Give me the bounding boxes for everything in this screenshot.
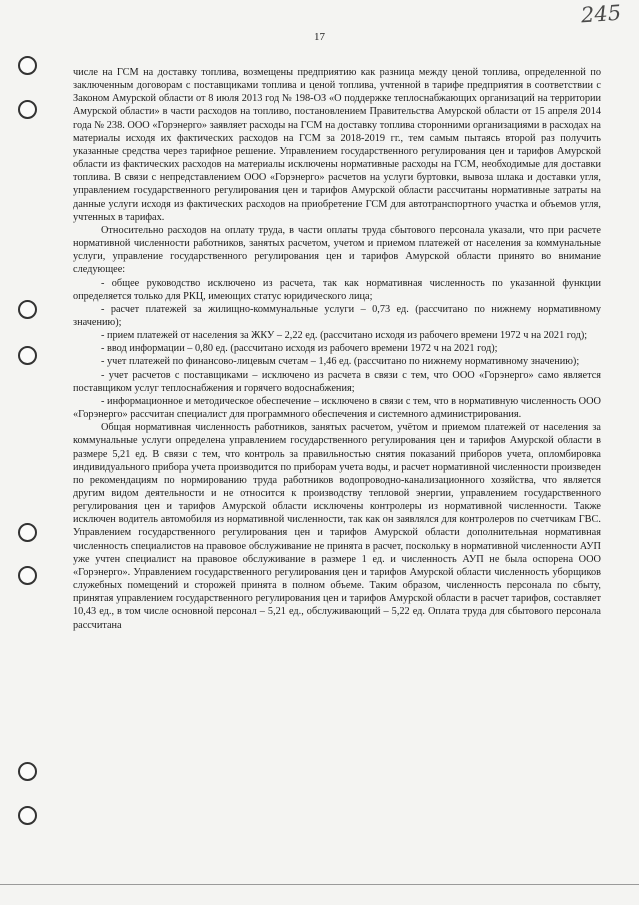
binder-hole xyxy=(18,762,37,781)
page-bottom-edge xyxy=(0,884,639,885)
binder-hole xyxy=(18,523,37,542)
paragraph-staff-count: Общая нормативная численность работников, занятых расчетом, учётом и приемом платежей от населения за коммунальные услуги определена управлением государственного регулирования цен и тарифов Амурской области в размере 5,21 ед. В связи с тем, что контроль за правильностью снятия показаний приборов учета, опломбировка индивидуального прибора учета производится по приборам учета воды, и расчет нормативной численности произведен по рекомендациям по нормированию труда работников водопроводно-канализационного хозяйства, что является другим видом деятельности и не относится к производству тепловой энергии, управлением государственного регулирования цен и тарифов Амурской области исключены контролеры из нормативной численности. Также исключен водитель автомобиля из нормативной численности, так как он заявлялся для контролеров по счетчикам ГВС. Управлением государственного регулирования цен и тарифов Амурской области дополнительная нормативная численность специалистов на правовое обслуживание не принята в расчет, поскольку в нормативной численности АУП уже учтен специалист на правовое обслуживание в размере 1 ед. и численность АУП не была оспорена ООО «Горэнерго». Управлением государственного регулирования цен и тарифов Амурской области численность уборщиков служебных помещений и сторожей принята в полном объеме. Таким образом, численность персонала по сбыту, принятая управлением государственного регулирования цен и тарифов Амурской области в расчет тарифов, составляет 10,43 ед., в том числе основной персонал – 5,21 ед., обслуживающий – 5,22 ед. Оплата труда для сбытового персонала рассчитана xyxy=(73,422,601,631)
list-item: - информационное и методическое обеспечение – исключено в связи с тем, что в нормативную численность ООО «Горэнерго» рассчитан специалист для программного обеспечения и системного администрирования. xyxy=(73,395,601,421)
paragraph-fuel-costs: числе на ГСМ на доставку топлива, возмещены предприятию как разница между ценой топлива, определенной по заключенным договорам с поставщиками топлива и ценой топлива, учтенной в тарифе предприятия в соответствии с Законом Амурской области от 8 июля 2013 год № 198-ОЗ «О поддержке теплоснабжающих организаций на территории Амурской области» в части расходов на топливо, постановлением Правительства Амурской области от 15 апреля 2014 года № 238. ООО «Горэнерго» заявляет расходы на ГСМ на доставку топлива сторонними организациями в расходах на материалы исходя их фактических расходов на ГСМ за 2018-2019 гг., тем самым пытаясь второй раз получить указанные средства через тарифное решение. Управлением государственного регулирования цен и тарифов Амурской области из фактических расходов на материалы исключены нормативные расходы на ГСМ, необходимые для доставки топлива. В связи с непредставлением ООО «Горэнерго» расчетов на услуги буртовки, вывоза шлака и доставки угля, управлением государственного регулирования цен и тарифов Амурской области рассчитаны нормативные затраты на данные услуги исходя из фактических расходов на приобретение ГСМ для автотранспортного участка и объемов угля, учтенных в тарифах. xyxy=(73,67,601,223)
paragraph-labor-costs: Относительно расходов на оплату труда, в части оплаты труда сбытового персонала указали, что при расчете нормативной численности работников, занятых расчетом, учетом и приемом платежей от населения за коммунальные услуги, управление государственного регулирования цен и тарифов Амурской области принято во внимание следующее: xyxy=(73,224,601,276)
list-item: - прием платежей от населения за ЖКУ – 2,22 ед. (рассчитано исходя из рабочего времени 1972 ч на 2021 год); xyxy=(101,330,588,342)
binder-hole xyxy=(18,806,37,825)
binder-hole xyxy=(18,300,37,319)
list-item: - ввод информации – 0,80 ед. (рассчитано исходя из рабочего времени 1972 ч на 2021 год); xyxy=(101,343,498,355)
list-item: - учет расчетов с поставщиками – исключено из расчета в связи с тем, что ООО «Горэнерго» само является поставщиком услуг теплоснабжения и горячего водоснабжения; xyxy=(73,369,601,394)
page-number: 17 xyxy=(314,31,325,43)
binder-hole xyxy=(18,346,37,365)
binder-hole xyxy=(18,566,37,585)
sheet-number-stamp: 245 xyxy=(580,0,622,28)
list-item: - расчет платежей за жилищно-коммунальные услуги – 0,73 ед. (рассчитано по нижнему нормативному значению); xyxy=(73,303,601,328)
body-text xyxy=(73,66,601,632)
list-item: - общее руководство исключено из расчета, так как нормативная численность по указанной функции определяется только для РКЦ, имеющих статус юридического лица; xyxy=(73,277,601,302)
list-item: - учет платежей по финансово-лицевым счетам – 1,46 ед. (рассчитано по нижнему нормативному значению); xyxy=(101,356,580,368)
binder-hole xyxy=(18,100,37,119)
binder-hole xyxy=(18,56,37,75)
